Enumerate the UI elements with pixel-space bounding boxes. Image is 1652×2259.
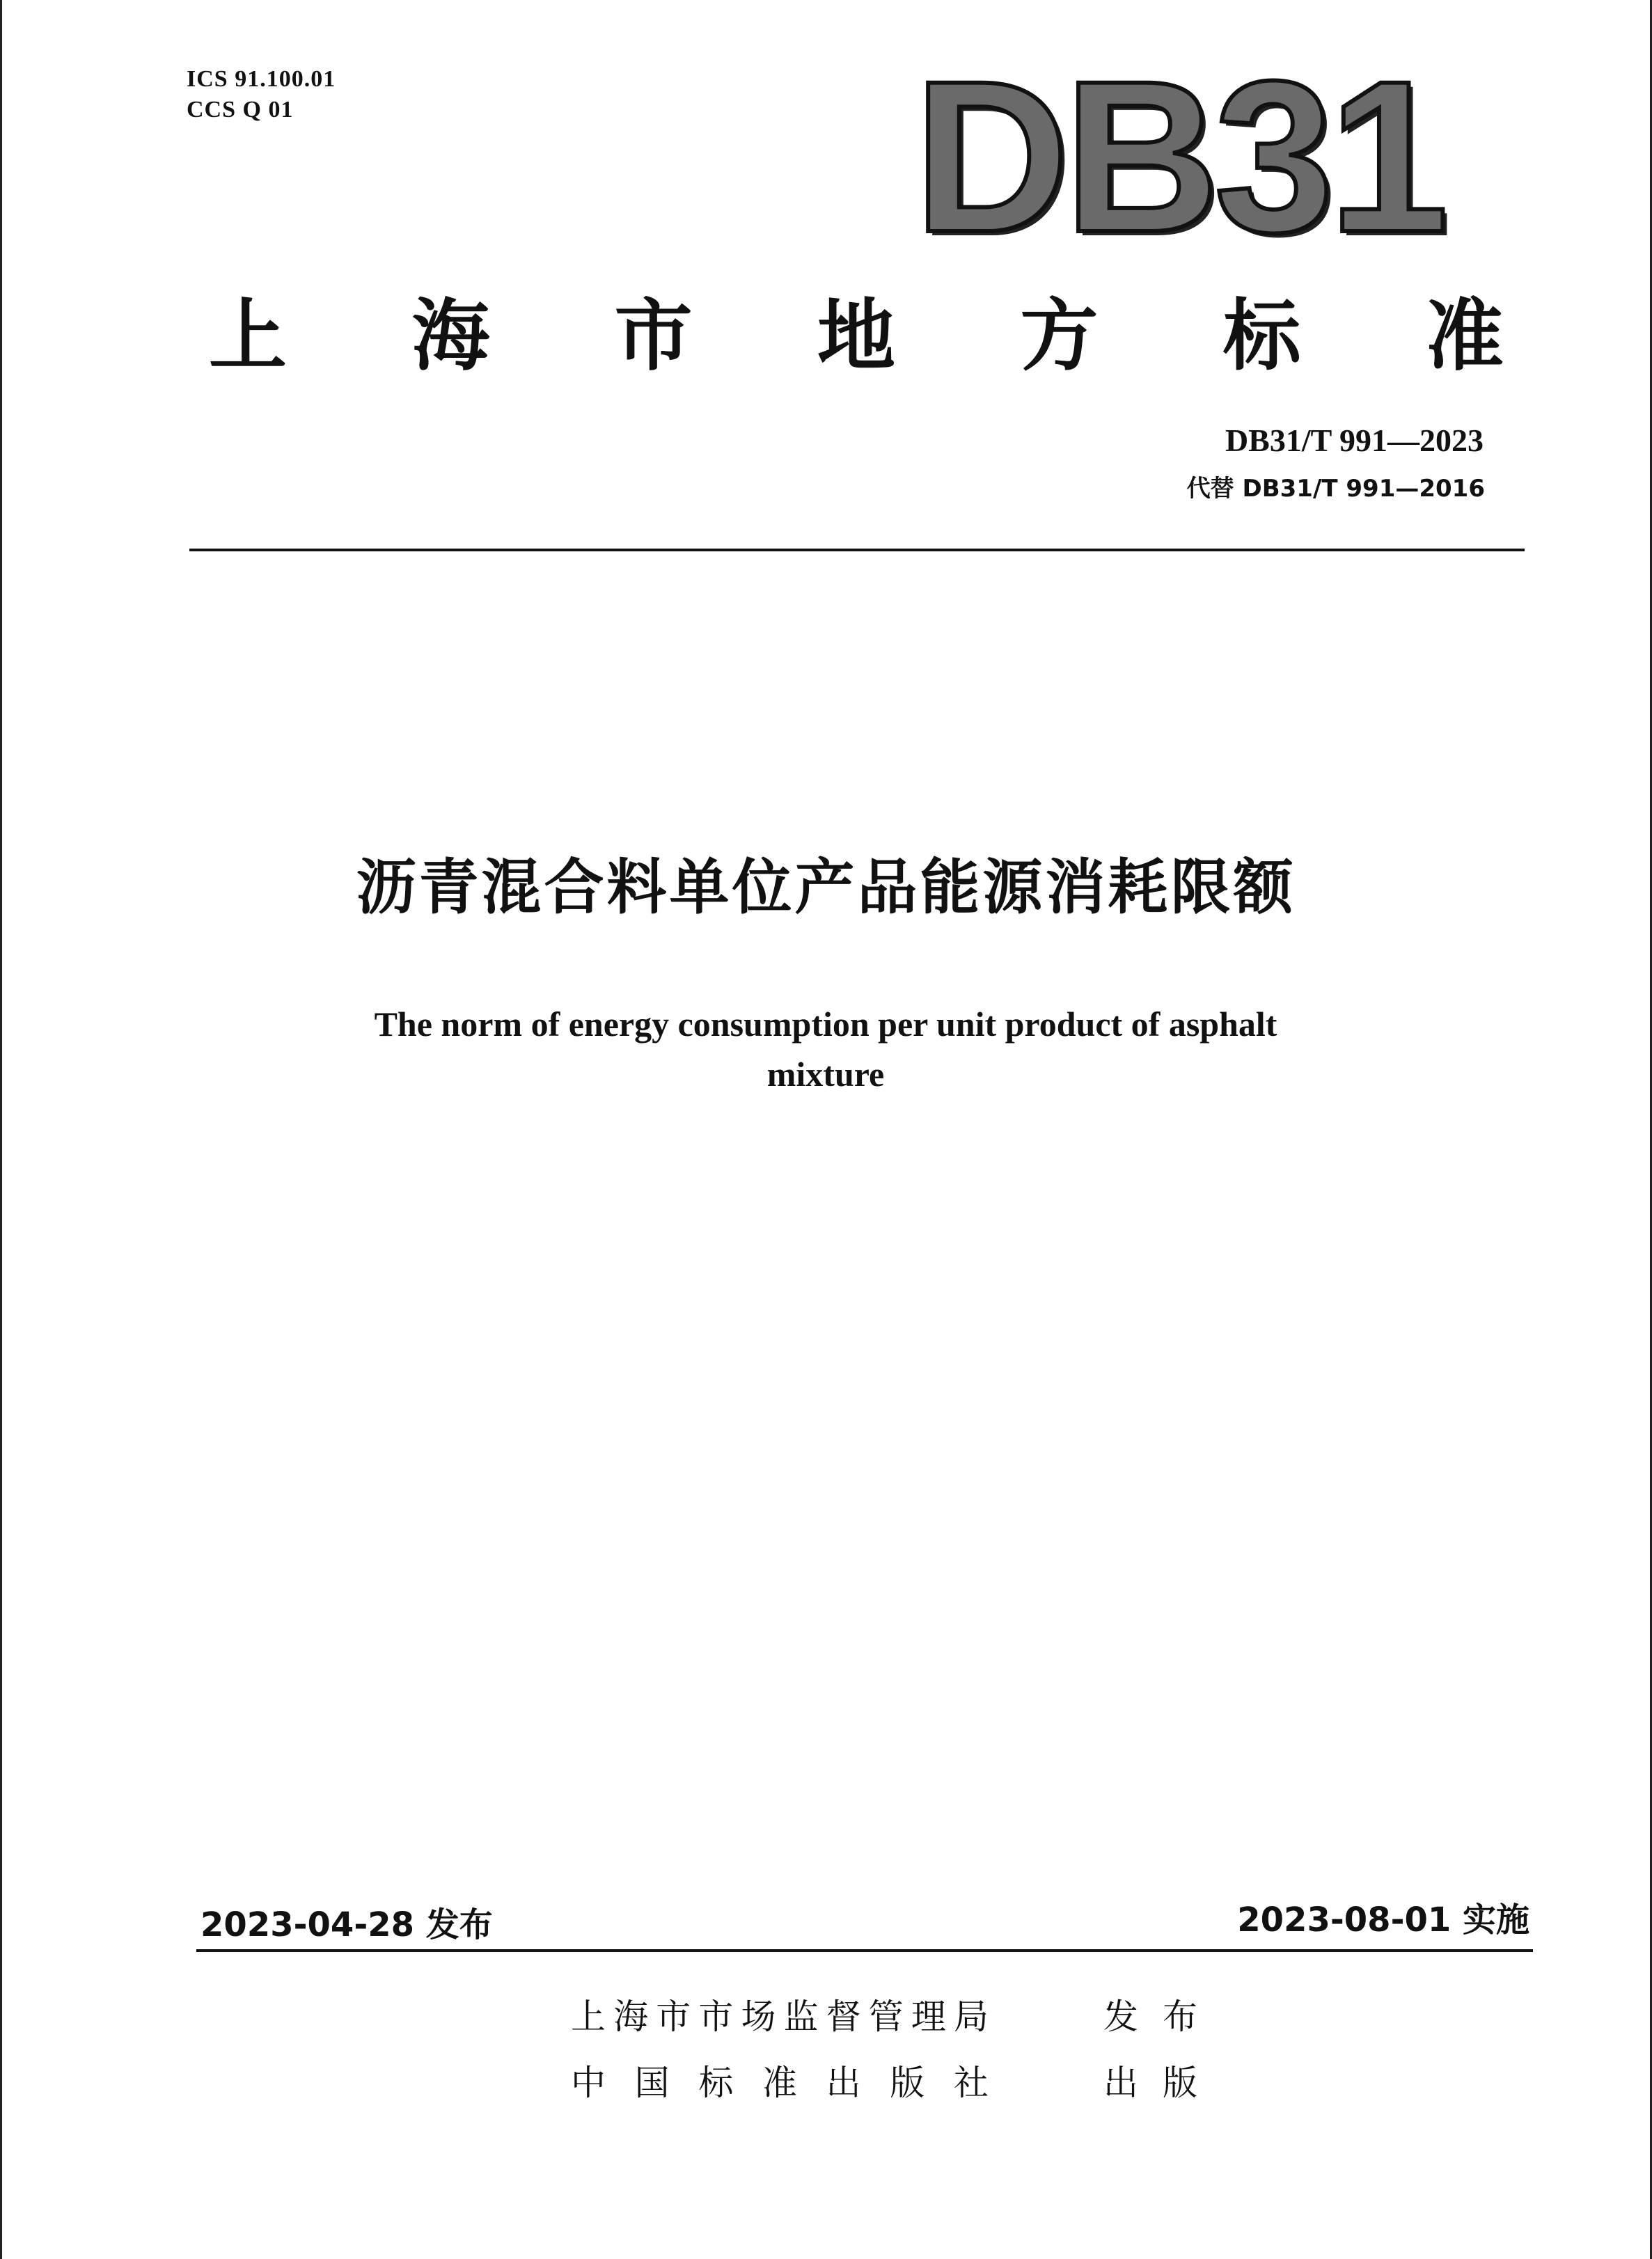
- header-rule: [189, 549, 1525, 551]
- publisher-char: 理: [911, 1997, 946, 2037]
- publisher-char: 市: [656, 1997, 691, 2037]
- publisher-role-char: 发: [1103, 1997, 1138, 2037]
- publisher-name: [571, 1994, 989, 2039]
- publisher-role-char: 布: [1163, 1997, 1197, 2037]
- publisher-char: 出: [826, 2063, 861, 2103]
- publisher-role-char: 出: [1103, 2063, 1138, 2103]
- publisher-char: 中: [571, 2063, 606, 2103]
- publisher-role-char: 版: [1163, 2063, 1197, 2103]
- ics-code: ICS 91.100.01: [187, 66, 336, 92]
- publisher-char: 管: [868, 1997, 904, 2037]
- category-char: 上: [209, 291, 287, 381]
- standard-number: DB31/T 991—2023: [1225, 423, 1484, 458]
- category-char: 准: [1425, 291, 1504, 381]
- publisher-char: 上: [571, 1997, 606, 2037]
- category-char: 方: [1020, 291, 1099, 381]
- publisher-role: [1103, 1994, 1197, 2039]
- issue-date: 2023-04-28 发布: [200, 1905, 493, 1944]
- title-chinese: 沥青混合料单位产品能源消耗限额: [356, 853, 1296, 922]
- publisher-issuer: [571, 1994, 1197, 2039]
- replaced-standard: 代替 DB31/T 991—2016: [1186, 475, 1485, 503]
- standard-mark: DB31: [913, 36, 1443, 277]
- publisher-char: 场: [741, 1997, 776, 2037]
- publisher-char: 局: [953, 1997, 989, 2037]
- title-english-line: The norm of energy consumption per unit product of asphalt: [374, 1005, 1277, 1044]
- publisher-press: [571, 2061, 1197, 2105]
- category-char: 海: [411, 291, 490, 381]
- publisher-char: 国: [634, 2063, 670, 2103]
- publisher-role: [1103, 2061, 1197, 2105]
- publisher-char: 社: [953, 2063, 989, 2103]
- page-edge-left: [0, 0, 2, 2259]
- publisher-char: 准: [762, 2063, 797, 2103]
- publisher-char: 版: [890, 2063, 925, 2103]
- effective-date: 2023-08-01 实施: [1237, 1900, 1529, 1939]
- classification-codes: [187, 64, 336, 125]
- publisher-name: [571, 2061, 989, 2105]
- category-char: 地: [817, 291, 895, 381]
- title-english-line: mixture: [766, 1055, 885, 1094]
- footer-rule: [196, 1949, 1533, 1952]
- category-char: 标: [1222, 291, 1301, 381]
- standard-category: [209, 291, 1504, 381]
- publisher-char: 海: [613, 1997, 649, 2037]
- publisher-char: 市: [698, 1997, 734, 2037]
- title-english: [292, 999, 1359, 1099]
- publisher-char: 标: [698, 2063, 734, 2103]
- publisher-char: 监: [783, 1997, 819, 2037]
- ccs-code: CCS Q 01: [187, 97, 294, 123]
- category-char: 市: [614, 291, 693, 381]
- publisher-char: 督: [826, 1997, 861, 2037]
